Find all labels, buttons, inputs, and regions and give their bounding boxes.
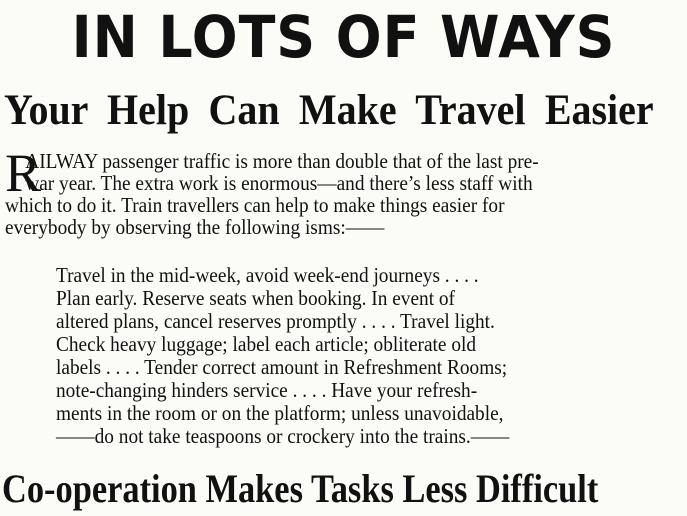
intro-paragraph	[5, 143, 687, 239]
tips-line: altered plans, cancel reserves promptly . . . . Travel light.	[56, 309, 495, 333]
tips-line: labels . . . . Tender correct amount in Refreshment Rooms;	[56, 355, 508, 379]
tips-line: Check heavy luggage; label each article; obliterate old	[56, 332, 477, 356]
tips-block	[56, 264, 686, 448]
tips-line: ments in the room or on the platform; unless unavoidable,	[56, 401, 504, 425]
intro-line: AILWAY passenger traffic is more than double that of the last pre-	[25, 149, 539, 173]
tips-line: Travel in the mid-week, avoid week-end journeys . . . .	[56, 263, 479, 287]
drop-cap: R	[5, 143, 42, 203]
headline: IN LOTS OF WAYS	[71, 3, 616, 71]
intro-line: everybody by observing the following isms:——	[5, 215, 385, 239]
tips-line: Plan early. Reserve seats when booking. In event of	[56, 286, 455, 310]
tips-line: ——do not take teaspoons or crockery into the trains.——	[56, 424, 510, 448]
intro-line: war year. The extra work is enormous—and there’s less staff with	[25, 171, 533, 195]
tips-line: note-changing hinders service . . . . Have your refresh-	[56, 378, 478, 402]
subheadline: Your Help Can Make Travel Easier	[4, 87, 654, 134]
intro-line: which to do it. Train travellers can help to make things easier for	[5, 193, 505, 217]
footer-headline: Co-operation Makes Tasks Less Difficult	[2, 466, 599, 511]
